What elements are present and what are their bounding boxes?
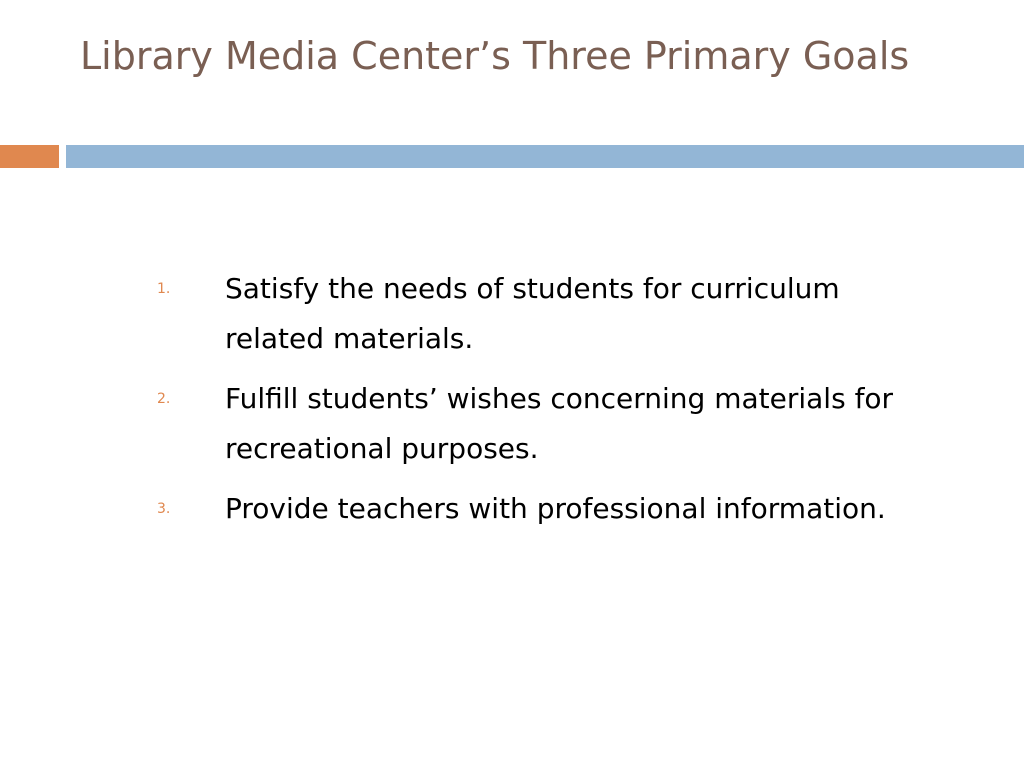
goals-list — [150, 264, 940, 544]
title-accent-bar — [0, 145, 59, 168]
goal-item — [150, 264, 940, 364]
title-divider-bar — [66, 145, 1024, 168]
goal-number: 2. — [157, 391, 171, 407]
goal-number: 3. — [157, 501, 171, 517]
goal-text: Fulfill students’ wishes concerning materials for recreational purposes. — [225, 382, 894, 465]
goal-text: Provide teachers with professional information. — [225, 492, 886, 525]
goal-text: Satisfy the needs of students for curriculum related materials. — [225, 272, 840, 355]
goal-item — [150, 374, 940, 474]
slide-title: Library Media Center’s Three Primary Goals — [80, 34, 910, 78]
goal-number: 1. — [157, 281, 171, 297]
goal-item — [150, 484, 940, 534]
